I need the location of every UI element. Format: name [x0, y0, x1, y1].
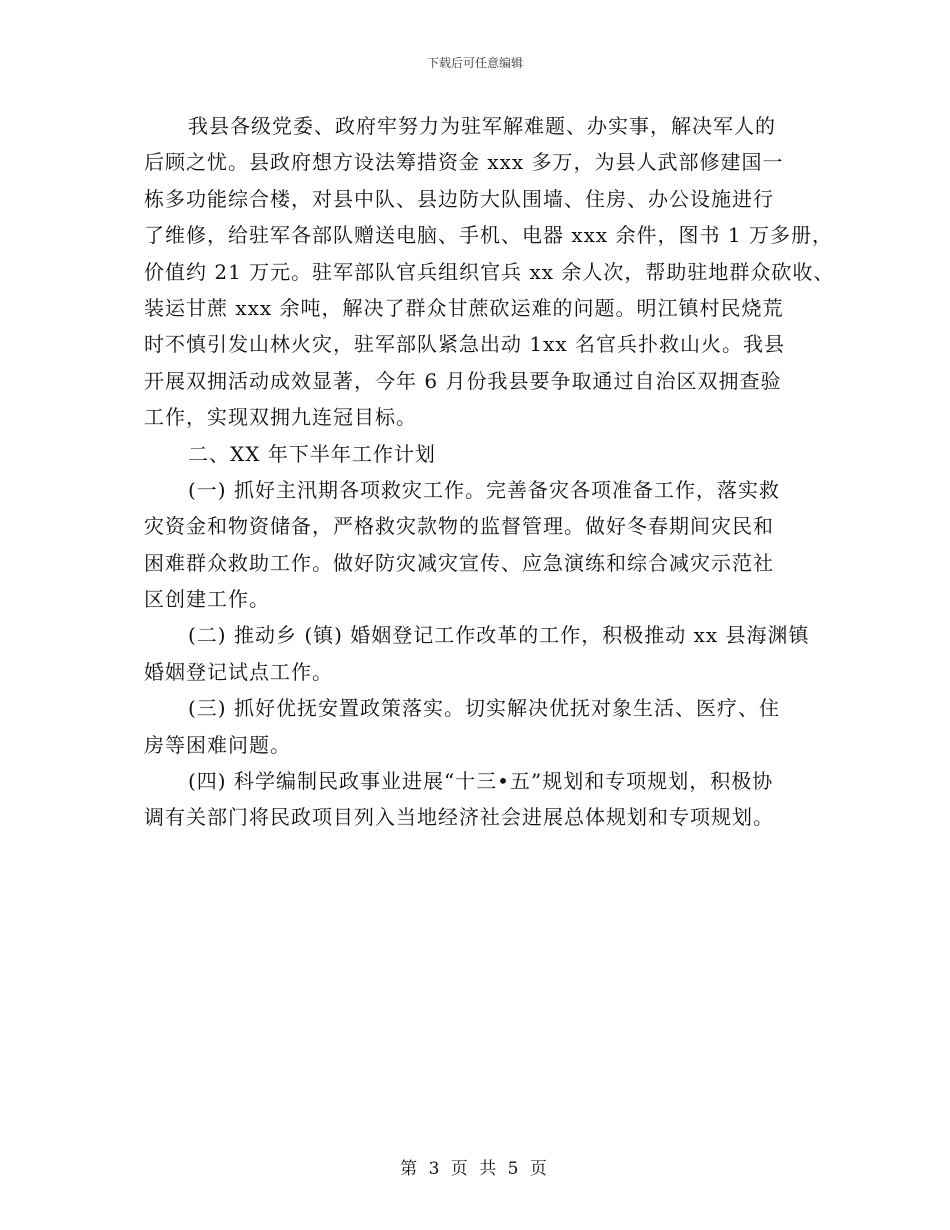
paragraph-line: 房等困难问题。 — [144, 732, 291, 757]
page-number-footer: 第 3 页 共 5 页 — [400, 1159, 550, 1179]
paragraph-line: (一) 抓好主汛期各项救灾工作。完善备灾各项准备工作，落实救 — [188, 477, 780, 502]
paragraph-line: (三) 抓好优抚安置政策落实。切实解决优抚对象生活、医疗、住 — [188, 696, 780, 721]
paragraph-line: 调有关部门将民政项目列入当地经济社会进展总体规划和专项规划。 — [144, 805, 774, 830]
paragraph-line: 开展双拥活动成效显著，今年 6 月份我县要争取通过自治区双拥查验 — [144, 368, 782, 393]
paragraph-line: 时不慎引发山林火灾，驻军部队紧急出动 1xx 名官兵扑救山火。我县 — [144, 332, 785, 357]
paragraph-line: 我县各级党委、政府牢努力为驻军解难题、办实事，解决军人的 — [188, 114, 776, 138]
paragraph-line: 工作，实现双拥九连冠目标。 — [144, 405, 417, 430]
document-body — [144, 108, 835, 836]
paragraph-line: 灾资金和物资储备，严格救灾款物的监督管理。做好冬春期间灾民和 — [144, 514, 774, 539]
paragraph-line: (四) 科学编制民政事业进展“十三•五”规划和专项规划，积极协 — [188, 769, 774, 794]
paragraph-line: 栋多功能综合楼，对县中队、县边防大队围墙、住房、办公设施进行 — [144, 186, 774, 211]
paragraph-line: 后顾之忧。县政府想方设法筹措资金 xxx 多万，为县人武部修建国一 — [144, 150, 784, 175]
paragraph-line: 区创建工作。 — [144, 587, 270, 612]
paragraph-line: 婚姻登记试点工作。 — [144, 659, 333, 684]
paragraph-line: (二) 推动乡 (镇) 婚姻登记工作改革的工作，积极推动 xx 县海渊镇 — [188, 623, 810, 648]
paragraph-line: 装运甘蔗 xxx 余吨，解决了群众甘蔗砍运难的问题。明江镇村民烧荒 — [144, 295, 784, 320]
paragraph-line: 了维修，给驻军各部队赠送电脑、手机、电器 xxx 余件，图书 1 万多册， — [144, 223, 833, 248]
paragraph-line: 困难群众救助工作。做好防灾减灾宣传、应急演练和综合减灾示范社 — [144, 550, 774, 575]
page-header-note: 下载后可任意编辑 — [426, 56, 523, 70]
paragraph-line: 价值约 21 万元。驻军部队官兵组织官兵 xx 余人次，帮助驻地群众砍收、 — [144, 259, 835, 284]
section-heading: 二、XX 年下半年工作计划 — [188, 441, 436, 466]
